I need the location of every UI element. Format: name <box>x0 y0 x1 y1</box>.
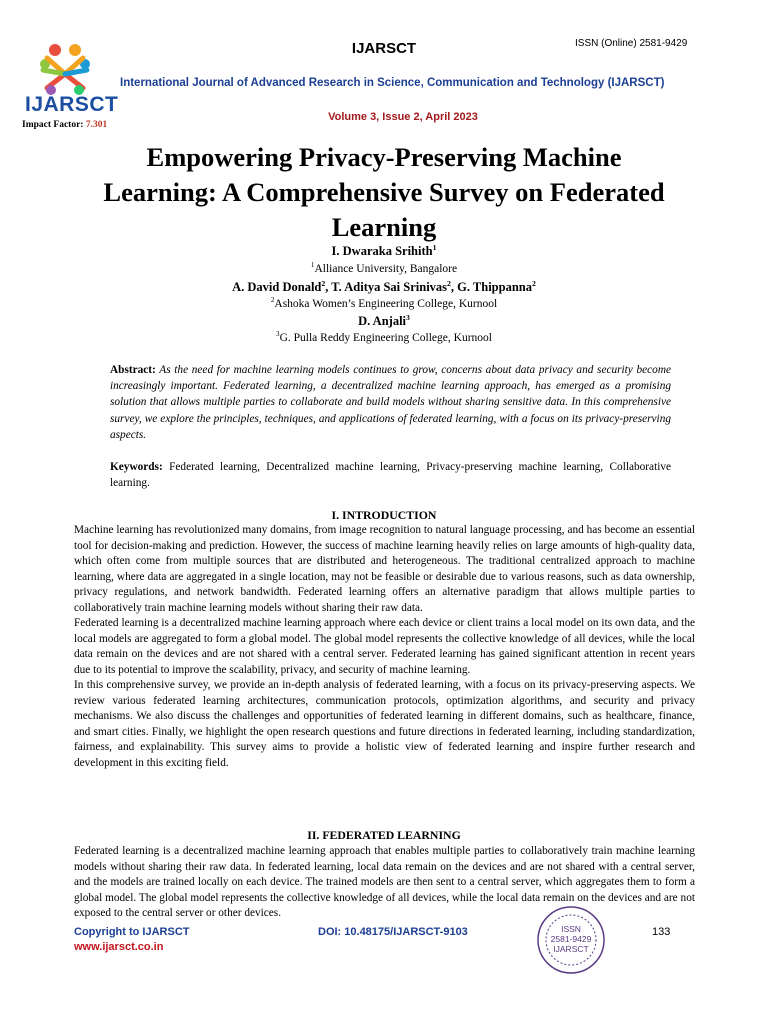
section-body-introduction <box>74 523 695 771</box>
author-name: , G. Thippanna <box>450 280 532 294</box>
affiliation-2 <box>0 298 768 310</box>
journal-short-name: IJARSCT <box>351 40 417 57</box>
author-name: D. Anjali <box>358 314 407 328</box>
volume-issue: Volume 3, Issue 2, April 2023 <box>328 111 478 123</box>
author-name: , T. Aditya Sai Srinivas <box>325 280 448 294</box>
paper-title: Empowering Privacy-Preserving Machine Learning: A Comprehensive Survey on Federated Learning <box>103 142 665 242</box>
affiliation-sup: 1 <box>310 261 315 270</box>
affiliation-text: Ashoka Women’s Engineering College, Kurnool <box>274 298 498 310</box>
affiliation-1 <box>0 263 768 275</box>
stamp-line: ISSN <box>561 924 581 934</box>
keywords-text: Federated learning, Decentralized machine learning, Privacy-preserving machine learning, Collaborative learning. <box>110 461 672 490</box>
paragraph: In this comprehensive survey, we provide an in-depth analysis of federated learning, with a focus on its privacy-preserving aspects. We review various federated learning architectures, communication protocols, optimization algorithms, and security and privacy mechanisms. We also discuss the challenges and opportunities of federated learning in different domains, such as healthcare, finance, and smart cities. Finally, we highlight the open research questions and future directions in federated learning, including standardization, fairness, and explainability. This survey aims to provide a holistic view of federated learning and inspire further research and development in this exciting field. <box>74 679 695 769</box>
affiliation-3 <box>0 332 768 344</box>
logo-wordmark: IJARSCT <box>25 93 119 116</box>
author-sup: 2 <box>321 278 326 288</box>
author-line-3 <box>0 314 768 329</box>
stamp-line: IJARSCT <box>553 944 589 954</box>
footer-website-link[interactable]: www.ijarsct.co.in <box>74 941 164 953</box>
author-sup: 3 <box>406 312 410 322</box>
impact-factor-label: Impact Factor: <box>22 120 86 130</box>
author-sup: 2 <box>532 278 536 288</box>
author-line-1 <box>0 244 768 259</box>
stamp-line: 2581-9429 <box>550 934 592 944</box>
footer-copyright: Copyright to IJARSCT <box>74 926 190 938</box>
author-sup: 1 <box>432 242 437 252</box>
affiliation-text: Alliance University, Bangalore <box>314 263 458 275</box>
paragraph: Machine learning has revolutionized many domains, from image recognition to natural language processing, and has become an essential tool for decision-making and prediction. However, the success of machine learning heavily relies on large amounts of high-quality data, which often come from multiple sources that are distributed and heterogeneous. The traditional centralized approach to machine learning, where data are aggregated in a single location, may not be feasible or desirable due to various reasons, such as data ownership, privacy regulations, and network bandwidth. Federated learning offers an alternative paradigm that allows multiple parties to collaboratively train machine learning models without sharing their raw data. <box>74 524 695 614</box>
journal-full-name: International Journal of Advanced Research in Science, Communication and Technology (IJARSCT) <box>120 77 665 89</box>
author-name: A. David Donald <box>232 280 322 294</box>
keywords <box>110 459 671 491</box>
stamp-text <box>536 924 606 954</box>
author-line-2 <box>0 280 768 295</box>
abstract-label: Abstract: <box>110 364 156 376</box>
keywords-label: Keywords: <box>110 461 163 473</box>
paragraph: Federated learning is a decentralized machine learning approach that enables multiple parties to collaboratively train machine learning models without sharing their raw data. In federated learning, local data remain on the devices and are not shared with a central server, and the models are trained locally on each device. The trained models are then sent to a central server, which aggregates them to form a global model. The global model represents the collective knowledge of all devices, while the local data remain on the devices and are not exposed to the central server or other devices. <box>74 845 695 919</box>
section-heading-federated-learning: II. FEDERATED LEARNING <box>307 828 461 842</box>
issn-label: ISSN (Online) 2581-9429 <box>575 38 688 49</box>
impact-factor-value: 7.301 <box>85 120 108 130</box>
author-sup: 2 <box>447 278 451 288</box>
affiliation-sup: 3 <box>276 330 280 339</box>
page-number: 133 <box>652 926 671 938</box>
author-name: I. Dwaraka Srihith <box>331 244 433 258</box>
affiliation-text: G. Pulla Reddy Engineering College, Kurnool <box>279 332 492 344</box>
abstract-text: As the need for machine learning models continues to grow, concerns about data privacy and security become increasingly important. Federated learning, a decentralized machine learning approach, has emerged as a promising solution that allows multiple parties to collaborate and build models without sharing sensitive data. In this comprehensive survey, we explore the principles, techniques, and applications of federated learning, with a focus on its privacy-preserving aspects. <box>110 364 671 441</box>
affiliation-sup: 2 <box>270 296 275 305</box>
footer-doi-link[interactable]: DOI: 10.48175/IJARSCT-9103 <box>318 926 468 938</box>
impact-factor <box>22 120 107 130</box>
section-heading-introduction: I. INTRODUCTION <box>331 508 437 522</box>
abstract <box>110 362 671 443</box>
paragraph: Federated learning is a decentralized machine learning approach where each device or client trains a local model on its own data, and the local models are aggregated to form a global model. The global model represents the collective knowledge of all devices, while the local data remain on the devices and are not shared with a central server. Federated learning has gained significant attention in recent years due to its potential to improve the scalability, privacy, and security of machine learning. <box>74 617 695 676</box>
